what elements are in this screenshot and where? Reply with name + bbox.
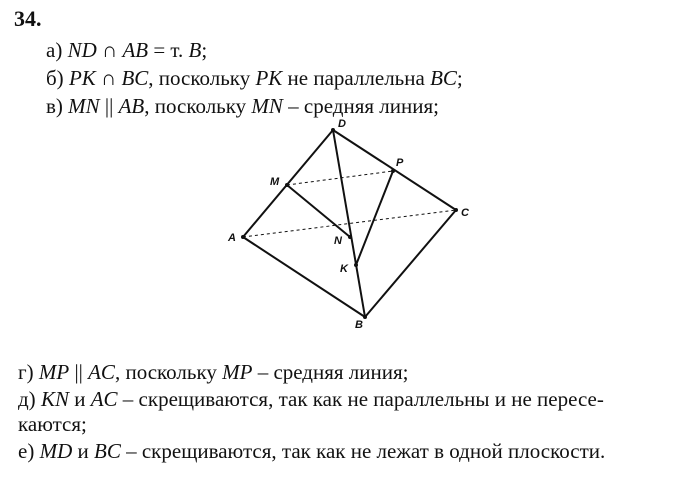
answer-d-continuation: каются;: [18, 412, 87, 436]
segment-pk: [356, 171, 393, 265]
answer-v: в) MN || AB, поскольку MN – средняя линия;: [46, 94, 439, 118]
label-a: A: [228, 232, 236, 244]
label-b: B: [355, 319, 363, 331]
vertex-m-dot: [285, 183, 289, 187]
vertex-c-dot: [454, 208, 458, 212]
vertex-p-dot: [391, 169, 395, 173]
answer-b: б) PK ∩ BC, поскольку PK не параллельна BC;: [46, 66, 463, 90]
answer-e: е) MD и BC – скрещиваются, так как не лежат в одной плоскости.: [18, 439, 606, 463]
label-n: N: [334, 235, 342, 247]
problem-number: 34.: [14, 6, 42, 31]
edge-ab: [243, 237, 365, 317]
segment-mn: [287, 185, 350, 237]
edge-cb: [365, 210, 456, 317]
answer-g: г) MP || AC, поскольку MP – средняя линия;: [18, 360, 409, 384]
answer-a: а) ND ∩ AB = т. B;: [46, 38, 208, 62]
label-k: K: [340, 263, 348, 275]
vertex-b-dot: [363, 315, 367, 319]
vertex-a-dot: [241, 235, 245, 239]
label-c: C: [461, 207, 469, 219]
vertex-k-dot: [354, 263, 358, 267]
edge-db: [333, 130, 365, 317]
label-p: P: [396, 157, 404, 169]
vertex-d-dot: [331, 128, 335, 132]
label-m: M: [270, 176, 280, 188]
vertex-n-dot: [348, 235, 352, 239]
answer-d: д) KN и AC – скрещиваются, так как не параллельны и не пересе-: [18, 387, 604, 411]
label-d: D: [338, 118, 346, 130]
